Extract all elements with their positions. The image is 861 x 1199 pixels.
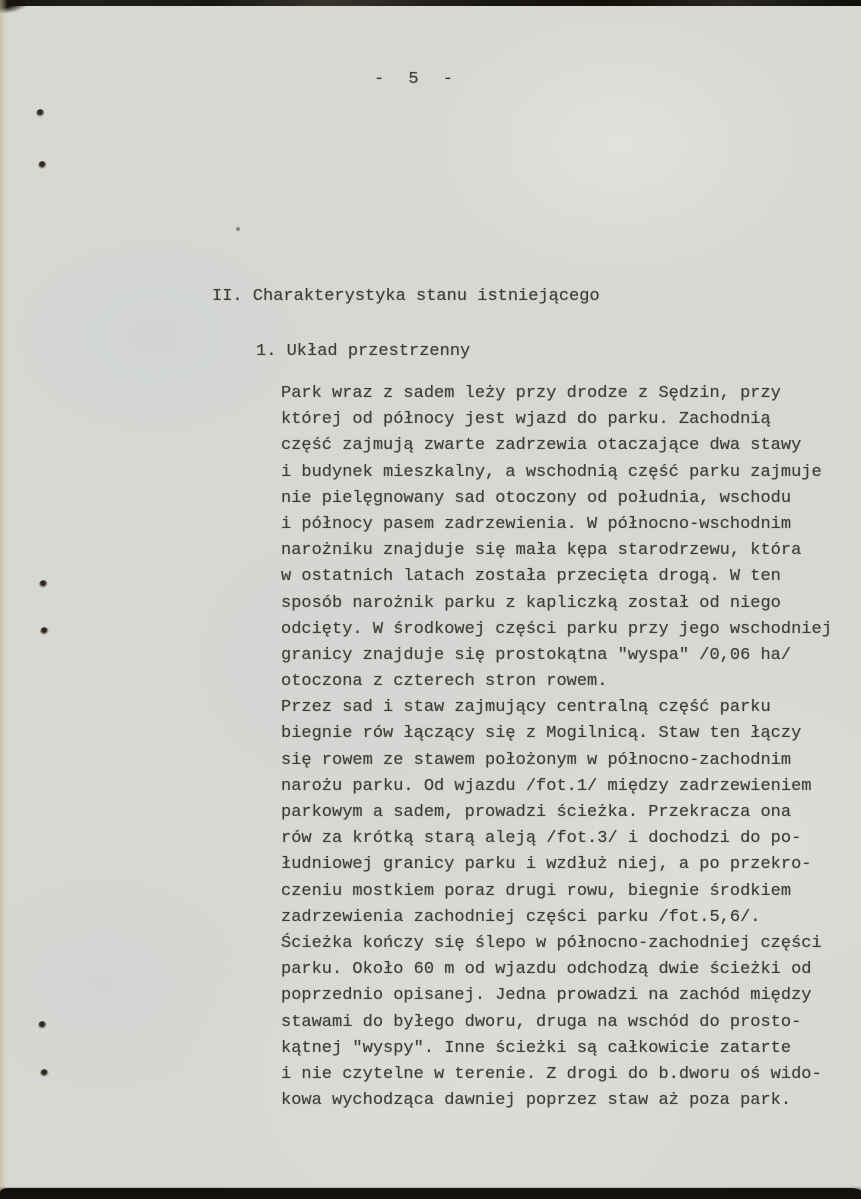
text-line: otoczona z czterech stron rowem. bbox=[281, 672, 608, 692]
scan-edge-top bbox=[0, 0, 861, 6]
punch-hole bbox=[40, 1069, 49, 1078]
text-line: stawami do byłego dworu, druga na wschód do prosto- bbox=[281, 1012, 802, 1032]
text-line: narożniku znajduje się mała kępa starodrzewu, która bbox=[281, 541, 802, 561]
text-line: rów za krótką starą aleją /fot.3/ i dochodzi do po- bbox=[281, 829, 802, 849]
text-line: czeniu mostkiem poraz drugi rowu, biegnie środkiem bbox=[281, 881, 792, 901]
text-line: parku. Około 60 m od wjazdu odchodzą dwie ścieżki od bbox=[281, 960, 812, 980]
page-number: - 5 - bbox=[374, 70, 461, 89]
punch-hole bbox=[38, 161, 47, 170]
text-line: nie pielęgnowany sad otoczony od południa, wschodu bbox=[281, 488, 792, 508]
paper-speck bbox=[236, 227, 240, 231]
text-line: się rowem ze stawem położonym w północno-zachodnim bbox=[281, 750, 792, 770]
subsection-heading: 1. Układ przestrzenny bbox=[256, 342, 471, 361]
scan-edge-bottom bbox=[0, 1188, 861, 1199]
text-line: poprzednio opisanej. Jedna prowadzi na zachód między bbox=[281, 986, 812, 1006]
text-line: i budynek mieszkalny, a wschodnią część parku zajmuje bbox=[281, 462, 822, 482]
text-line: odcięty. W środkowej części parku przy jego wschodniej bbox=[281, 619, 832, 639]
punch-hole bbox=[38, 1021, 47, 1030]
text-line: kowa wychodząca dawniej poprzez staw aż poza park. bbox=[281, 1091, 792, 1111]
body-paragraph bbox=[281, 381, 832, 1114]
punch-hole bbox=[40, 627, 49, 636]
punch-hole bbox=[36, 109, 45, 118]
text-line: część zajmują zwarte zadrzewia otaczające dwa stawy bbox=[281, 436, 802, 456]
text-line: sposób narożnik parku z kapliczką został od niego bbox=[281, 593, 781, 613]
scan-edge-left bbox=[0, 0, 7, 1199]
text-line: parkowym a sadem, prowadzi ścieżka. Przekracza ona bbox=[281, 803, 792, 822]
section-heading: II. Charakterystyka stanu istniejącego bbox=[212, 287, 600, 306]
text-line: i nie czytelne w terenie. Z drogi do b.dworu oś wido- bbox=[281, 1064, 822, 1084]
text-line: biegnie rów łączący się z Mogilnicą. Staw ten łączy bbox=[281, 724, 802, 744]
text-line: Przez sad i staw zajmujący centralną część parku bbox=[281, 698, 771, 718]
text-line: granicy znajduje się prostokątna "wyspa" /0,06 ha/ bbox=[281, 645, 792, 665]
text-line: łudniowej granicy parku i wzdłuż niej, a po przekro- bbox=[281, 855, 812, 875]
punch-hole bbox=[39, 580, 48, 589]
text-line: Park wraz z sadem leży przy drodze z Sędzin, przy bbox=[281, 384, 781, 403]
text-line: kątnej "wyspy". Inne ścieżki są całkowicie zatarte bbox=[281, 1038, 792, 1058]
text-line: której od północy jest wjazd do parku. Zachodnią bbox=[281, 410, 771, 430]
text-line: i północy pasem zadrzewienia. W północno-wschodnim bbox=[281, 514, 792, 534]
text-line: Ścieżka kończy się ślepo w północno-zachodniej części bbox=[281, 933, 822, 953]
text-line: narożu parku. Od wjazdu /fot.1/ między zadrzewieniem bbox=[281, 776, 812, 796]
text-line: w ostatnich latach została przecięta drogą. W ten bbox=[281, 567, 781, 587]
text-line: zadrzewienia zachodniej części parku /fot.5,6/. bbox=[281, 907, 761, 927]
